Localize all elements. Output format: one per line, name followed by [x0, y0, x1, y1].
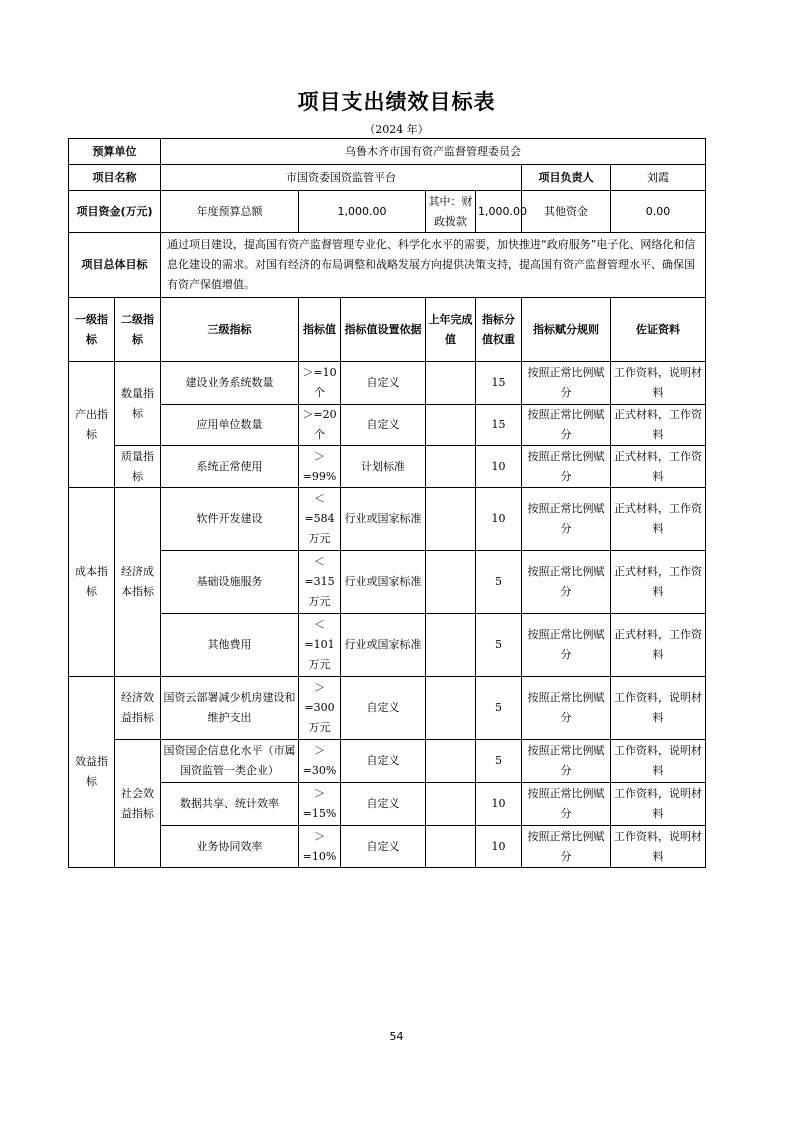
indicator-basis: 行业或国家标准 — [341, 614, 426, 677]
indicator-weight: 10 — [476, 826, 522, 868]
indicator-rule: 按照正常比例赋分 — [522, 740, 611, 783]
indicator-last-year — [426, 488, 476, 551]
table-row — [69, 446, 706, 488]
indicator-value: ＞=300万元 — [299, 677, 341, 740]
indicator-weight: 10 — [476, 446, 522, 488]
goal-text: 通过项目建设，提高国有资产监督管理专业化、科学化水平的需要，加快推进“政府服务”电子化、网络化和信息化建设的需求。对国有经济的布局调整和战略发展方向提供决策支持，提高国有资产监督管理水平、确保国有资产保值增值。 — [161, 233, 706, 298]
indicator-rule: 按照正常比例赋分 — [522, 488, 611, 551]
indicator-evidence: 工作资料，说明材料 — [611, 783, 706, 826]
indicator-last-year — [426, 446, 476, 488]
indicator-rule: 按照正常比例赋分 — [522, 826, 611, 868]
indicator-weight: 15 — [476, 405, 522, 446]
indicator-evidence: 正式材料，工作资料 — [611, 446, 706, 488]
header-rule: 指标赋分规则 — [522, 298, 611, 362]
project-name-row — [69, 165, 706, 191]
goal-label: 项目总体目标 — [69, 233, 161, 298]
indicator-weight: 5 — [476, 740, 522, 783]
table-row — [69, 362, 706, 405]
header-evidence: 佐证资料 — [611, 298, 706, 362]
indicator-rule: 按照正常比例赋分 — [522, 362, 611, 405]
fiscal-label: 其中：财政拨款 — [426, 191, 476, 233]
funds-row — [69, 191, 706, 233]
indicator-name: 软件开发建设 — [161, 488, 299, 551]
annual-budget-label: 年度预算总额 — [161, 191, 299, 233]
indicator-name: 国资云部署减少机房建设和维护支出 — [161, 677, 299, 740]
owner-value: 刘霞 — [611, 165, 706, 191]
indicator-name: 数据共享、统计效率 — [161, 783, 299, 826]
table-row — [69, 614, 706, 677]
indicator-last-year — [426, 551, 476, 614]
indicator-last-year — [426, 783, 476, 826]
indicator-last-year — [426, 362, 476, 405]
indicator-evidence: 工作资料，说明材料 — [611, 362, 706, 405]
indicator-last-year — [426, 405, 476, 446]
indicator-name: 国资国企信息化水平（市属国资监管一类企业） — [161, 740, 299, 783]
performance-target-table — [68, 138, 706, 868]
indicator-value: ＜=315万元 — [299, 551, 341, 614]
table-row — [69, 405, 706, 446]
table-row — [69, 826, 706, 868]
indicator-value: ＞=10% — [299, 826, 341, 868]
indicator-basis: 自定义 — [341, 362, 426, 405]
indicator-weight: 5 — [476, 677, 522, 740]
indicator-evidence: 工作资料，说明材料 — [611, 740, 706, 783]
table-row — [69, 783, 706, 826]
subgroup-quantity: 数量指标 — [115, 362, 161, 446]
annual-budget-value: 1,000.00 — [299, 191, 426, 233]
project-name-label: 项目名称 — [69, 165, 161, 191]
indicator-basis: 行业或国家标准 — [341, 488, 426, 551]
group-cost: 成本指标 — [69, 488, 115, 677]
header-value: 指标值 — [299, 298, 341, 362]
subgroup-economic-benefit: 经济效益指标 — [115, 677, 161, 740]
indicator-evidence: 正式材料，工作资料 — [611, 551, 706, 614]
indicator-evidence: 正式材料，工作资料 — [611, 405, 706, 446]
goal-row — [69, 233, 706, 298]
budget-unit-label: 预算单位 — [69, 139, 161, 165]
indicator-weight: 10 — [476, 488, 522, 551]
indicator-name: 建设业务系统数量 — [161, 362, 299, 405]
indicator-value: ＜=101万元 — [299, 614, 341, 677]
indicator-evidence: 正式材料，工作资料 — [611, 614, 706, 677]
subgroup-economic-cost: 经济成本指标 — [115, 488, 161, 677]
indicator-last-year — [426, 677, 476, 740]
funds-label: 项目资金(万元) — [69, 191, 161, 233]
indicator-rule: 按照正常比例赋分 — [522, 783, 611, 826]
other-funds-value: 0.00 — [611, 191, 706, 233]
indicator-weight: 10 — [476, 783, 522, 826]
table-row — [69, 551, 706, 614]
indicator-rule: 按照正常比例赋分 — [522, 446, 611, 488]
table-row — [69, 488, 706, 551]
indicator-rule: 按照正常比例赋分 — [522, 677, 611, 740]
indicator-basis: 计划标准 — [341, 446, 426, 488]
indicator-value: ＞=10个 — [299, 362, 341, 405]
owner-label: 项目负责人 — [522, 165, 611, 191]
other-funds-label: 其他资金 — [522, 191, 611, 233]
subgroup-social-benefit: 社会效益指标 — [115, 740, 161, 868]
document-year: （2024 年） — [364, 123, 429, 136]
indicator-basis: 自定义 — [341, 677, 426, 740]
indicator-last-year — [426, 614, 476, 677]
header-last-year: 上年完成值 — [426, 298, 476, 362]
indicator-weight: 15 — [476, 362, 522, 405]
indicator-weight: 5 — [476, 551, 522, 614]
page-number: 54 — [389, 1030, 404, 1043]
indicator-value: ＞=15% — [299, 783, 341, 826]
indicator-name: 其他费用 — [161, 614, 299, 677]
document-title: 项目支出绩效目标表 — [297, 89, 496, 114]
group-benefit: 效益指标 — [69, 677, 115, 868]
indicator-evidence: 工作资料，说明材料 — [611, 826, 706, 868]
indicator-basis: 行业或国家标准 — [341, 551, 426, 614]
group-output: 产出指标 — [69, 362, 115, 488]
subgroup-quality: 质量指标 — [115, 446, 161, 488]
indicator-name: 应用单位数量 — [161, 405, 299, 446]
indicator-basis: 自定义 — [341, 783, 426, 826]
indicator-evidence: 正式材料，工作资料 — [611, 488, 706, 551]
indicator-basis: 自定义 — [341, 405, 426, 446]
budget-unit-row — [69, 139, 706, 165]
header-weight: 指标分值权重 — [476, 298, 522, 362]
indicator-basis: 自定义 — [341, 826, 426, 868]
header-row — [69, 298, 706, 362]
header-level2: 二级指标 — [115, 298, 161, 362]
indicator-name: 系统正常使用 — [161, 446, 299, 488]
indicator-value: ＜=584万元 — [299, 488, 341, 551]
indicator-name: 基础设施服务 — [161, 551, 299, 614]
indicator-rule: 按照正常比例赋分 — [522, 614, 611, 677]
table-row — [69, 740, 706, 783]
indicator-rule: 按照正常比例赋分 — [522, 551, 611, 614]
project-name-value: 市国资委国资监管平台 — [161, 165, 522, 191]
indicator-value: ＞=99% — [299, 446, 341, 488]
budget-unit-value: 乌鲁木齐市国有资产监督管理委员会 — [161, 139, 706, 165]
fiscal-value: 1,000.00 — [476, 191, 522, 233]
indicator-value: ＞=30% — [299, 740, 341, 783]
header-level1: 一级指标 — [69, 298, 115, 362]
indicator-evidence: 工作资料，说明材料 — [611, 677, 706, 740]
indicator-weight: 5 — [476, 614, 522, 677]
header-basis: 指标值设置依据 — [341, 298, 426, 362]
indicator-last-year — [426, 826, 476, 868]
indicator-rule: 按照正常比例赋分 — [522, 405, 611, 446]
indicator-basis: 自定义 — [341, 740, 426, 783]
indicator-last-year — [426, 740, 476, 783]
indicator-value: ＞=20个 — [299, 405, 341, 446]
table-row — [69, 677, 706, 740]
header-level3: 三级指标 — [161, 298, 299, 362]
indicator-name: 业务协同效率 — [161, 826, 299, 868]
